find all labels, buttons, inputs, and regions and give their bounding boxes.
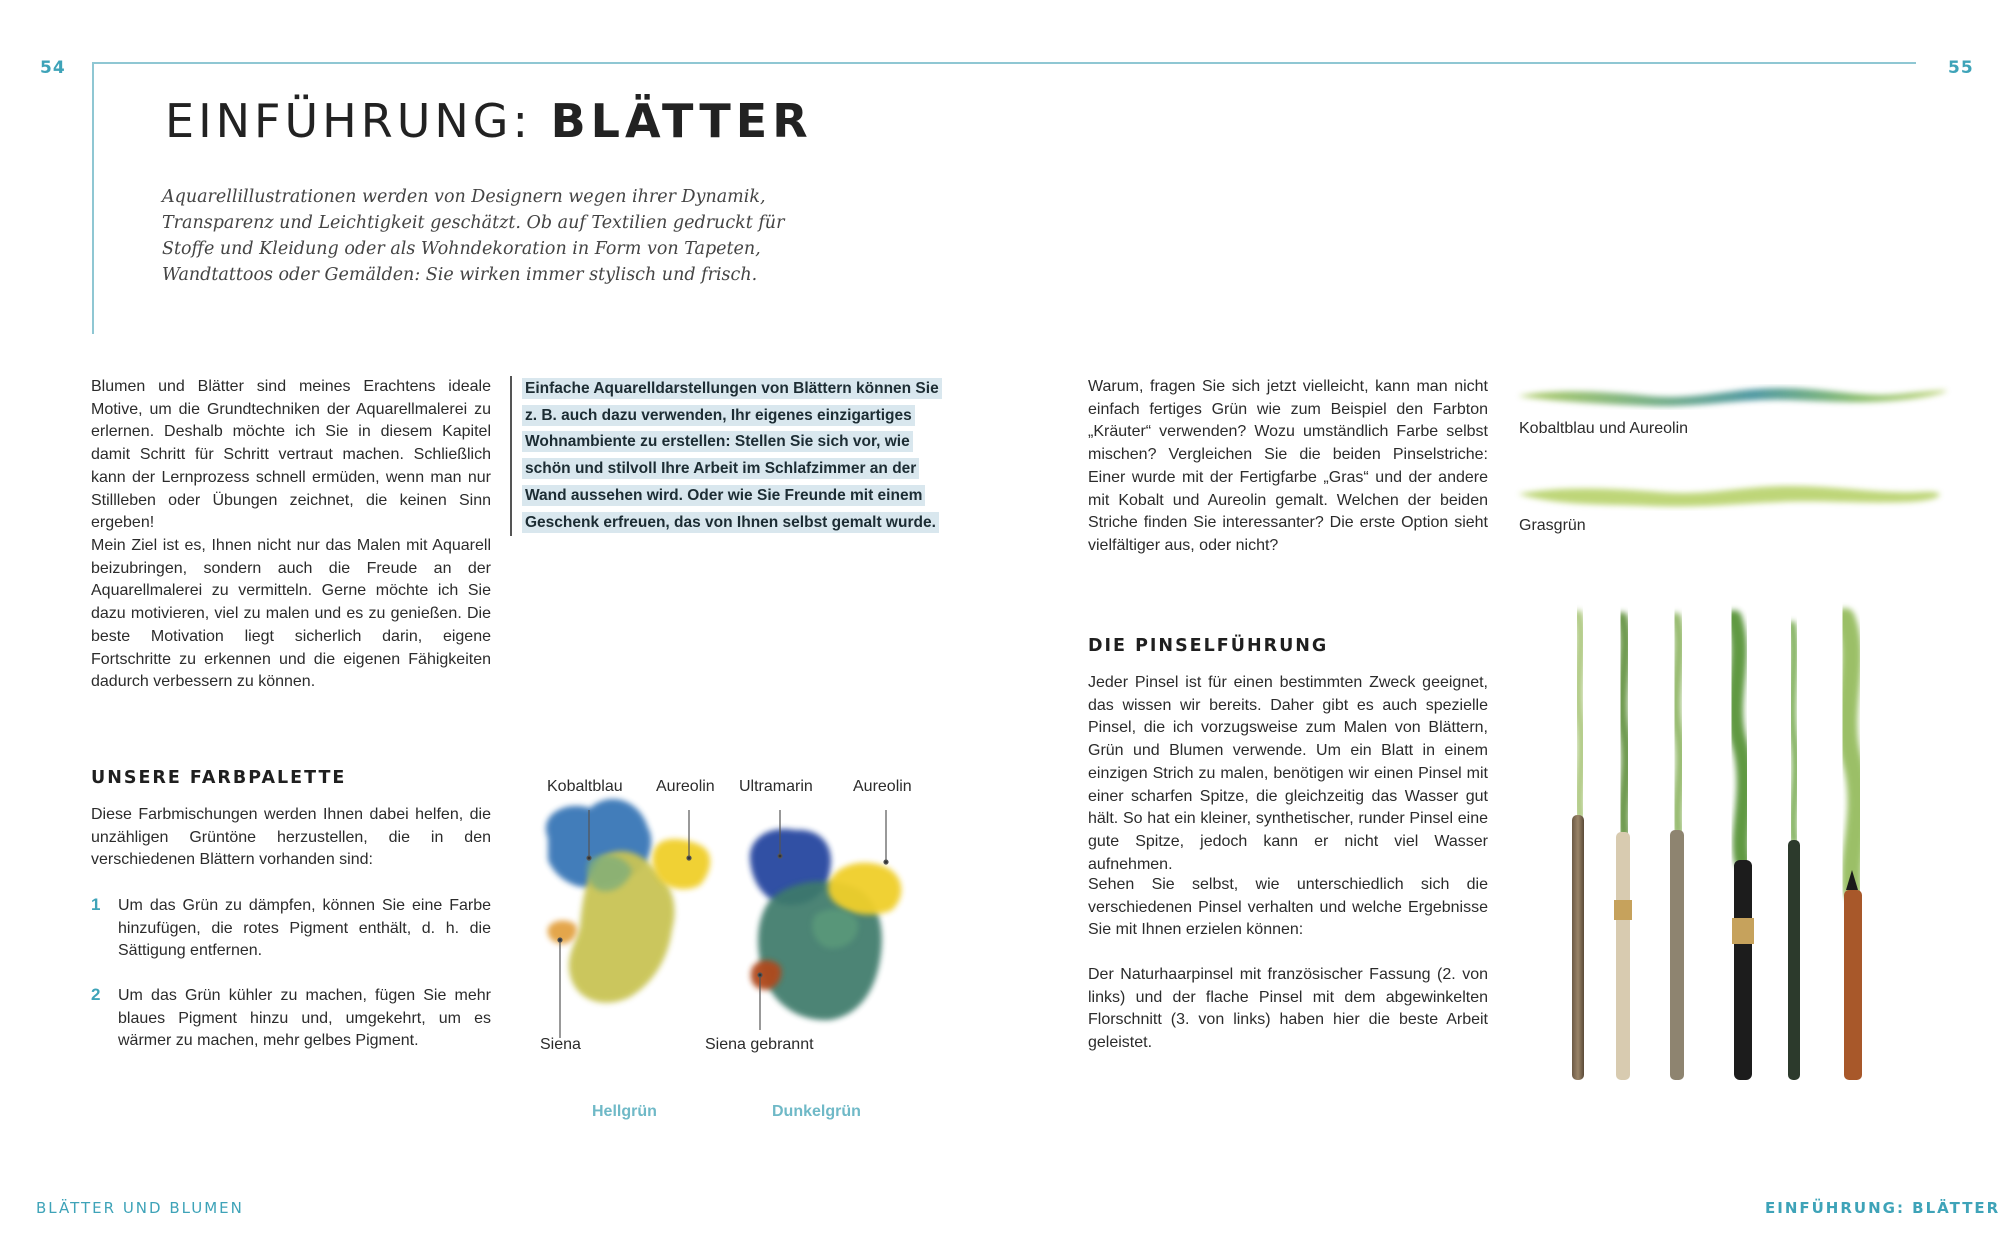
caption-dunkelgruen: Dunkelgrün <box>772 1103 861 1120</box>
brush-sample-6 <box>1844 618 1862 1080</box>
label-aureolin-1: Aureolin <box>656 778 715 795</box>
page-title-main: BLÄTTER <box>550 94 813 148</box>
stroke-label-1: Kobaltblau und Aureolin <box>1519 420 1689 437</box>
brush-stroke-2 <box>1518 486 1940 507</box>
right-paragraph-1: Warum, fragen Sie sich jetzt vielleicht, kann man nicht einfach fertiges Grün wie zum Beispiel den Farbton „Kräuter“ verwenden? Wozu umständlich Farbe selbst mischen? Vergleichen Sie die beiden Pinselstriche: Einer wurde mit der Fertigfarbe „Gras“ und der andere mit Kobalt und Aureolin gemalt. Welchen der beiden Striche finden Sie interessanter? Die erste Option sieht vielfältiger aus, oder nicht? <box>1088 378 1488 554</box>
footer-left: BLÄTTER UND BLUMEN <box>36 1199 244 1217</box>
palette-heading: UNSERE FARBPALETTE <box>91 768 347 788</box>
brush-sample-5 <box>1788 625 1800 1080</box>
brush-heading: DIE PINSELFÜHRUNG <box>1088 636 1329 656</box>
list-item-text-1: Um das Grün zu dämpfen, können Sie eine Farbe hinzufügen, die rotes Pigment enthält, d. h. die Sättigung entfernen. <box>118 897 491 960</box>
label-ultramarin: Ultramarin <box>739 778 813 795</box>
right-paragraph-2: Jeder Pinsel ist für einen bestimmten Zweck geeignet, das wissen wir bereits. Daher gibt es auch spezielle Pinsel, die ich vorzugsweise zum Malen von Blättern, Grün und Blumen verwende. Um ein Blatt in einem einzigen Strich zu malen, benötigen wir einen Pinsel mit einer scharfen Spitze, die gleichzeitig das Wasser gut hält. So hat ein kleiner, synthetischer, runder Pinsel eine gute Spitze, jedoch kann er nicht viel Wasser aufnehmen. <box>1088 674 1488 873</box>
intro-text: Aquarellillustrationen werden von Designern wegen ihrer Dynamik, Transparenz und Leichtigkeit geschätzt. Ob auf Textilien gedruckt für Stoffe und Kleidung oder als Wohndekoration in Form von Tapeten, Wandtattoos oder Gemälden: Sie wirken immer stylisch und frisch. <box>162 187 785 285</box>
caption-hellgruen: Hellgrün <box>592 1103 657 1120</box>
label-kobaltblau: Kobaltblau <box>547 778 623 795</box>
brush-sample-4 <box>1732 618 1754 1080</box>
left-paragraph-1: Blumen und Blätter sind meines Erachtens ideale Motive, um die Grundtechniken der Aquarellmalerei zu erlernen. Deshalb möchte ich Sie in diesem Kapitel damit Schritt für Schritt vertraut machen. Schließlich kann der Lernprozess schnell ermüden, wenn man nur Stillleben oder Übungen zeichnet, die keinen Sinn ergeben! <box>91 378 491 532</box>
page-number-left: 54 <box>40 58 66 78</box>
dark-green-swatch <box>750 829 901 1020</box>
list-item-number-1: 1 <box>91 895 101 914</box>
brush-sample-3 <box>1670 618 1684 1080</box>
right-paragraph-4: Der Naturhaarpinsel mit französischer Fassung (2. von links) und der flache Pinsel mit dem abgewinkelten Florschnitt (3. von links) haben hier die beste Arbeit geleistet. <box>1088 966 1488 1052</box>
palette-intro: Diese Farbmischungen werden Ihnen dabei helfen, die unzähligen Grüntöne herzustellen, die in den verschiedenen Blättern vorhanden sind: <box>91 806 491 869</box>
label-siena-gebrannt: Siena gebrannt <box>705 1036 814 1053</box>
brush-sample-2 <box>1614 618 1632 1080</box>
right-paragraph-3: Sehen Sie selbst, wie unterschiedlich sich die verschiedenen Pinsel verhalten und welche Ergebnisse Sie mit Ihnen erzielen können: <box>1088 876 1488 939</box>
left-paragraph-2: Mein Ziel ist es, Ihnen nicht nur das Malen mit Aquarell beizubringen, sondern auch die Freude an der Aquarellmalerei zu vermitteln. Gerne möchte ich Sie dazu motivieren, viel zu malen und es zu genießen. Die beste Motivation liegt sicherlich darin, eigene Fortschritte zu erkennen und die eigenen Fähigkeiten dadurch verbessern zu können. <box>91 537 491 691</box>
page-number-right: 55 <box>1948 58 1974 78</box>
brush-stroke-1 <box>1518 388 1947 406</box>
list-item-text-2: Um das Grün kühler zu machen, fügen Sie mehr blaues Pigment hinzu und, umgekehrt, um es wärmer zu machen, mehr gelbes Pigment. <box>118 987 491 1050</box>
list-item-number-2: 2 <box>91 985 101 1004</box>
page-title-prefix: EINFÜHRUNG: <box>165 94 551 148</box>
brush-samples <box>1572 615 1862 1080</box>
light-green-swatch <box>546 799 710 1003</box>
highlight-text: Einfache Aquarelldarstellungen von Blättern können Sie z. B. auch dazu verwenden, Ihr eigenes einzigartiges Wohnambiente zu erstellen: Stellen Sie sich vor, wie schön und stilvoll Ihre Arbeit im Schlafzimmer an der Wand aussehen wird. Oder wie Sie Freunde mit einem Geschenk erfreuen, das von Ihnen selbst gemalt wurde. <box>522 378 942 533</box>
stroke-label-2: Grasgrün <box>1519 517 1586 534</box>
footer-right: EINFÜHRUNG: BLÄTTER <box>1765 1199 2000 1217</box>
label-siena: Siena <box>540 1036 581 1053</box>
brush-sample-1 <box>1572 615 1584 1080</box>
label-aureolin-2: Aureolin <box>853 778 912 795</box>
